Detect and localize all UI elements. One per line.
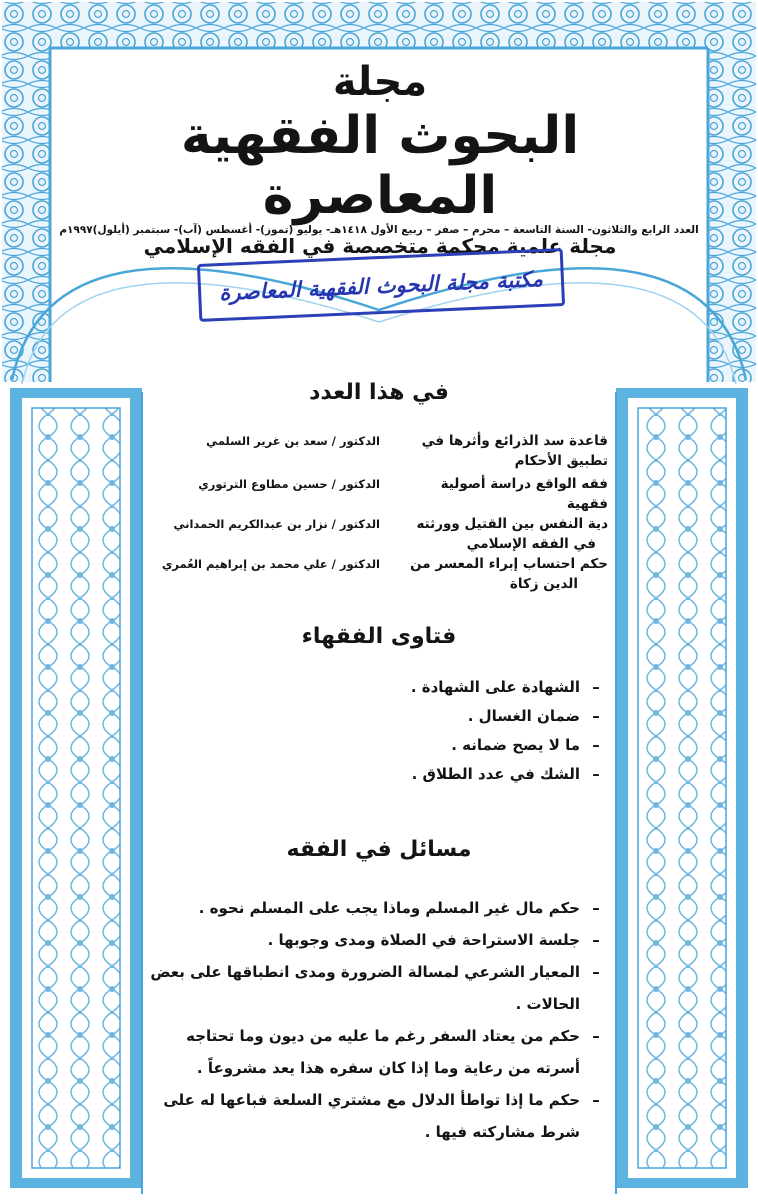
list-dash: – [592, 899, 600, 917]
list-item: – حكم من يعتاد السفر رغم ما عليه من ديون وما تحتاجه أسرته من رعاية وما إذا كان سفره هذا يعد مشروعاً . [150, 1020, 608, 1084]
article-row [150, 514, 608, 554]
article-row [150, 474, 608, 514]
article-author: الدكتور / سعد بن غرير السلمي [206, 434, 380, 448]
journal-subtitle: مجلة علمية محكمة متخصصة في الفقه الإسلامي [143, 234, 617, 258]
list-dash: – [592, 707, 600, 725]
issue-info: العدد الرابع والثلاثون- السنة التاسعة – محرم – صفر – ربيع الأول ١٤١٨هـ- يوليو (تموز)- أغسطس (آب)- سبتمبر (أيلول)١٩٩٧م [59, 224, 699, 236]
article-author: الدكتور / علي محمد بن إبراهيم العُمري [161, 557, 380, 571]
article-title: فقه الواقع دراسة أصولية فقهية [440, 476, 608, 512]
list-item: – ضمان الغسال . [150, 702, 608, 731]
article-author: الدكتور / نزار بن عبدالكريم الحمداني [173, 517, 380, 531]
article-author: الدكتور / حسين مطاوع الترتوري [198, 477, 380, 491]
magazine-word: مجلة [332, 59, 428, 105]
list-dash: – [592, 931, 600, 949]
list-item: – ما لا يصح ضمانه . [150, 731, 608, 760]
section-heading-fatawa: فتاوى الفقهاء [301, 624, 457, 649]
section-heading-in-this-issue: في هذا العدد [309, 380, 449, 405]
table-of-contents [150, 380, 608, 1148]
list-item: – الشهادة على الشهادة . [150, 673, 608, 702]
list-dash: – [592, 1027, 600, 1045]
list-dash: – [592, 765, 600, 783]
list-dash: – [592, 678, 600, 696]
article-title: حكم احتساب إبراء المعسر من الدين زكاة [410, 556, 608, 592]
list-dash: – [592, 1091, 600, 1109]
article-title: قاعدة سد الذرائع وأثرها في تطبيق الأحكام [421, 433, 608, 469]
article-row [150, 554, 608, 594]
stamp-text: مكتبة مجلة البحوث الفقهية المعاصرة [218, 265, 544, 305]
article-list [150, 431, 608, 594]
article-title: دية النفس بين القتيل وورثته في الفقه الإسلامي [416, 516, 608, 552]
list-item: – حكم ما إذا تواطأ الدلال مع مشتري السلعة فباعها له على شرط مشاركته فيها . [150, 1084, 608, 1148]
list-item: – جلسة الاستراحة في الصلاة ومدى وجوبها . [150, 924, 608, 956]
section-heading-masail: مسائل في الفقه [286, 837, 472, 862]
list-dash: – [592, 963, 600, 981]
list-item: – المعيار الشرعي لمسالة الضرورة ومدى انطباقها على بعض الحالات . [150, 956, 608, 1020]
article-row [150, 431, 608, 471]
list-item: – حكم مال غير المسلم وماذا يجب على المسلم نحوه . [150, 892, 608, 924]
fatawa-list [150, 673, 608, 789]
journal-title: البحوث الفقهية المعاصرة [180, 106, 580, 226]
list-dash: – [592, 736, 600, 754]
list-item: – الشك في عدد الطلاق . [150, 760, 608, 789]
masail-list [150, 892, 608, 1148]
